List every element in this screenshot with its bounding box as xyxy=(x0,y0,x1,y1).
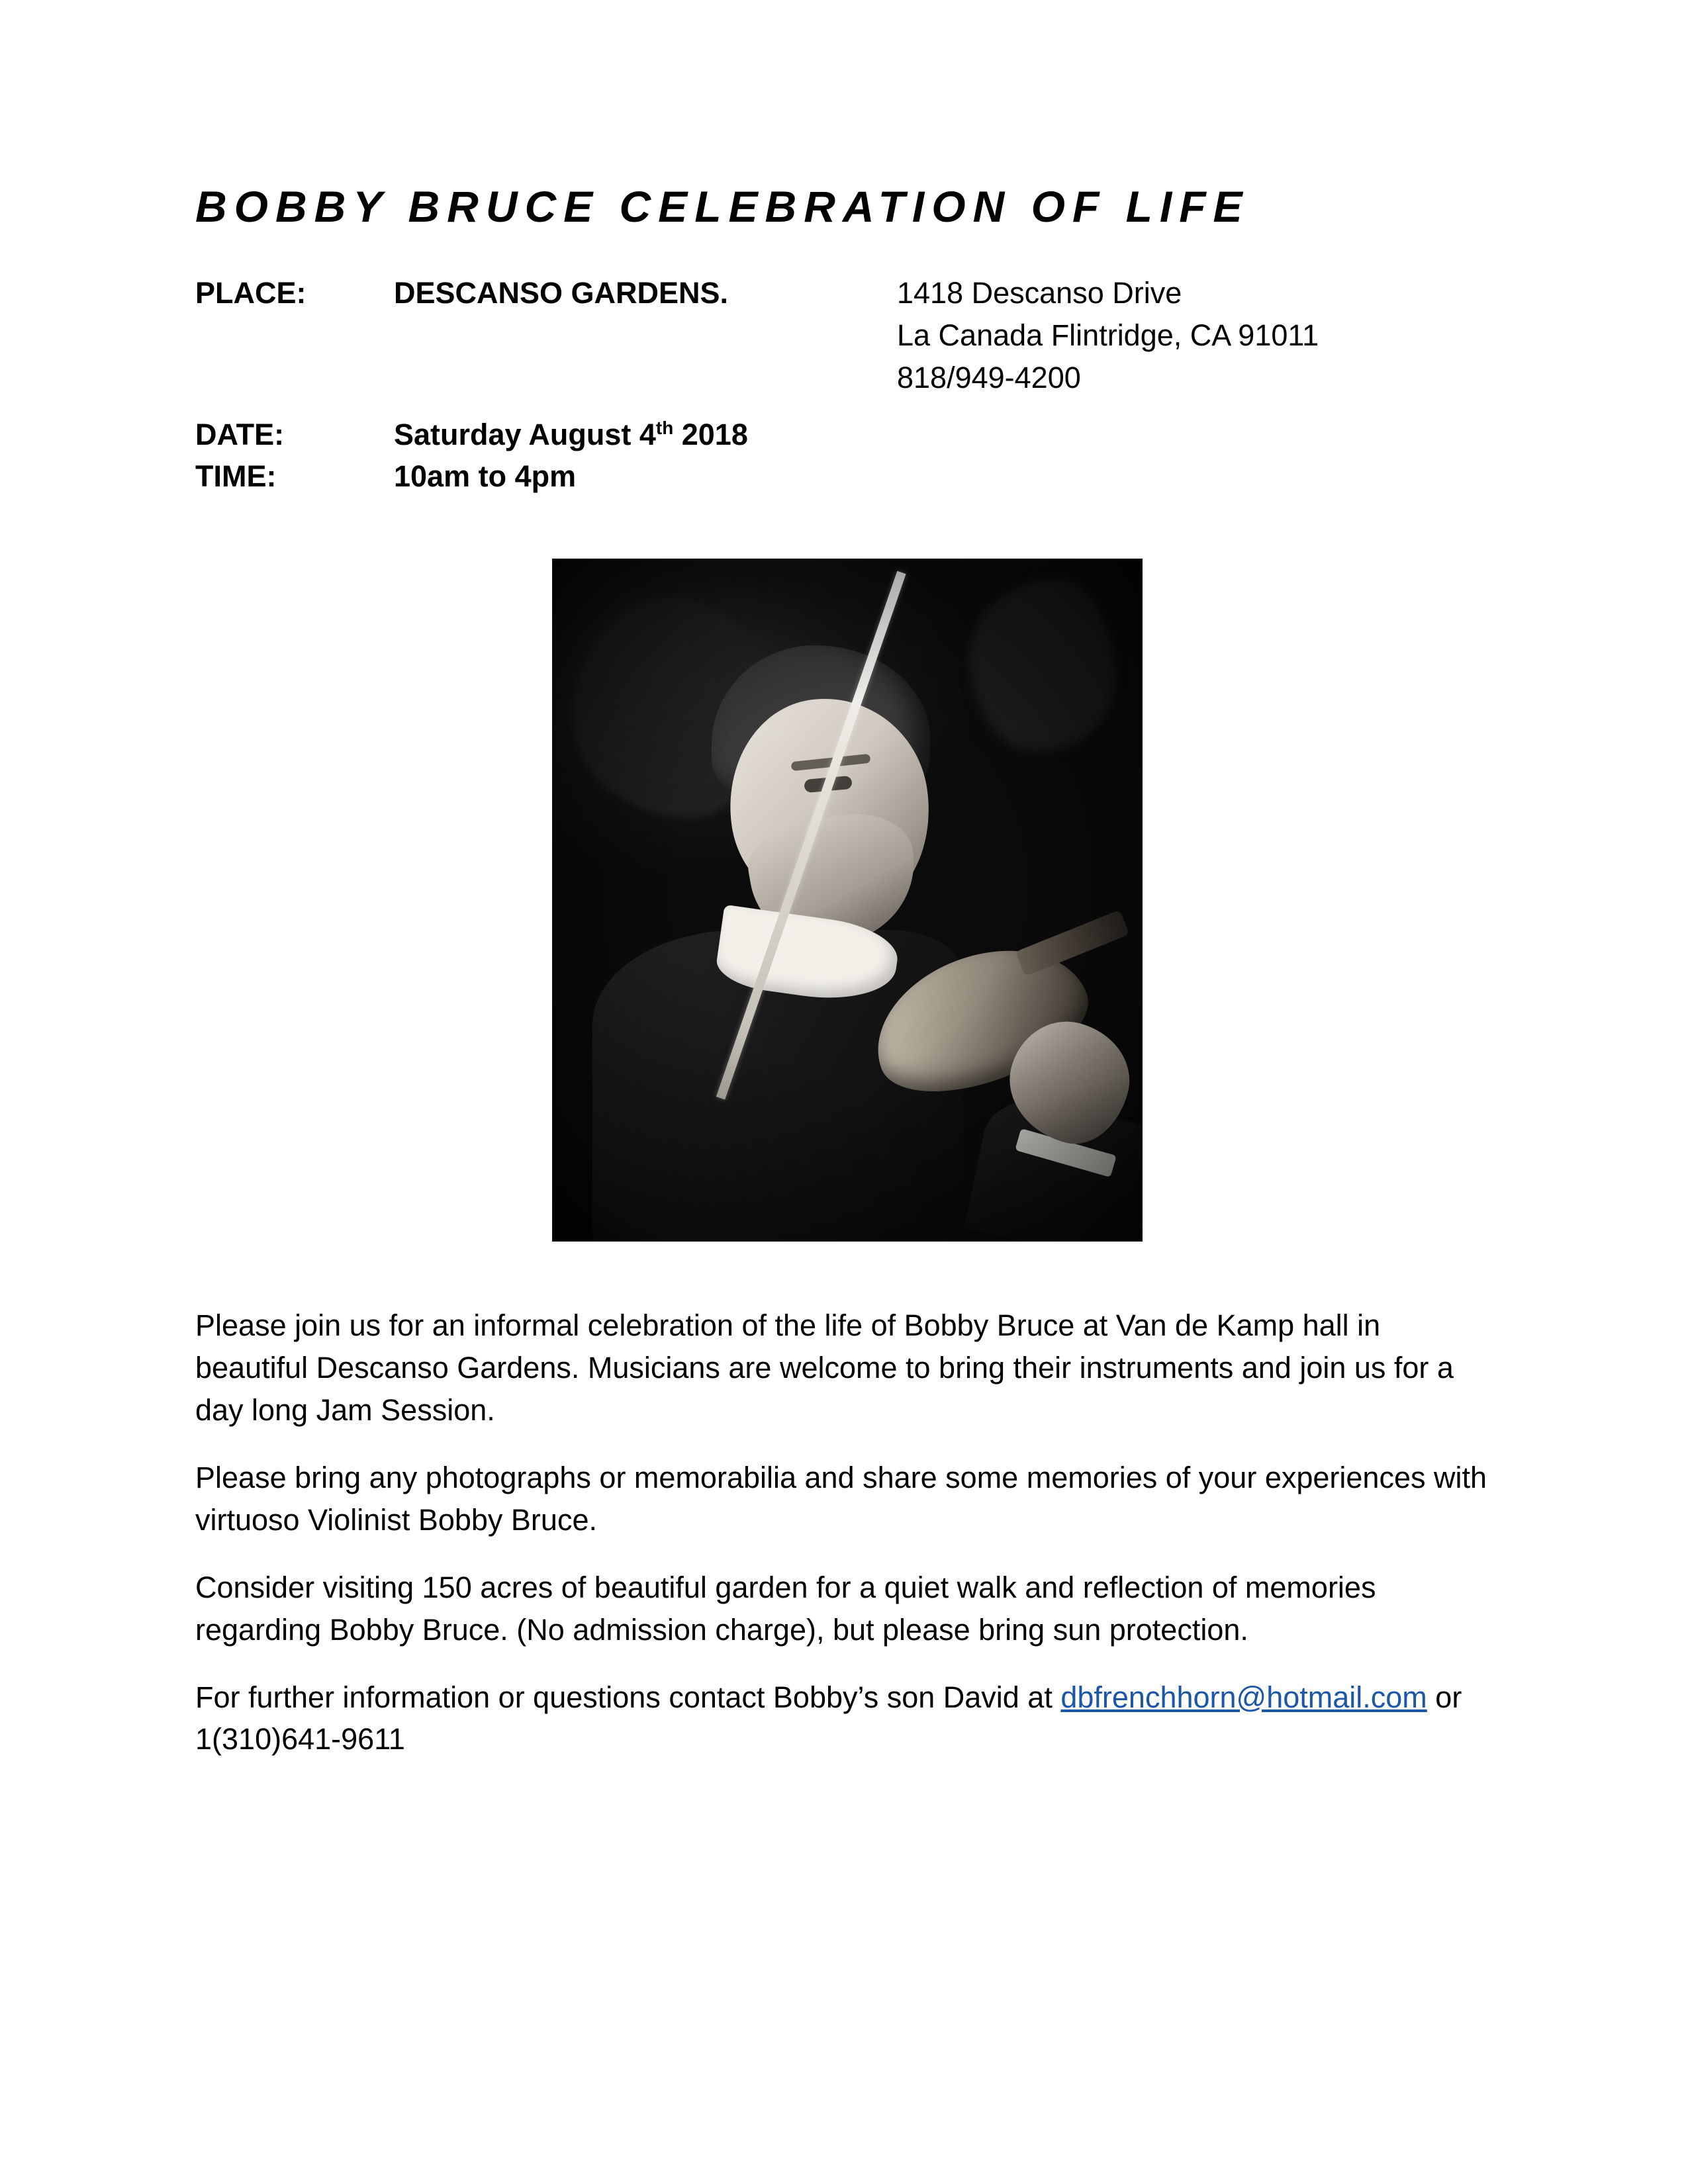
phone-number: 818/949-4200 xyxy=(897,360,1081,394)
date-value xyxy=(394,414,897,456)
photo-vignette xyxy=(553,559,1142,1241)
time-label: TIME: xyxy=(195,459,277,494)
body-copy xyxy=(195,1304,1499,1760)
paragraph-2: Please bring any photographs or memorabilia and share some memories of your experiences with virtuoso Violinist Bobby Bruce. xyxy=(195,1461,1487,1537)
contact-paragraph xyxy=(195,1676,1499,1761)
page-title: BOBBY BRUCE CELEBRATION OF LIFE xyxy=(195,182,1250,231)
address-line-1: 1418 Descanso Drive xyxy=(897,275,1182,310)
time-row xyxy=(195,455,1499,498)
event-details xyxy=(195,272,1499,498)
place-value: DESCANSO GARDENS. xyxy=(394,275,729,310)
place-row xyxy=(195,272,1499,399)
place-label: PLACE: xyxy=(195,275,306,310)
address-line-2: La Canada Flintridge, CA 91011 xyxy=(897,318,1319,352)
date-value-year: 2018 xyxy=(673,417,748,451)
address-block xyxy=(897,272,1499,399)
paragraph-1: Please join us for an informal celebration of the life of Bobby Bruce at Van de Kamp hall in beautiful Descanso Gardens. Musicians are welcome to bring their instruments and join us for a day long Jam Session. xyxy=(195,1308,1454,1428)
violinist-photo xyxy=(552,559,1143,1242)
details-spacer xyxy=(195,399,1499,414)
flyer-content xyxy=(195,182,1499,1760)
date-row xyxy=(195,414,1499,456)
photo-container xyxy=(195,559,1499,1242)
date-label: DATE: xyxy=(195,417,285,451)
contact-phone: or 1(310)641-9611 xyxy=(195,1680,1462,1756)
date-value-ordinal: th xyxy=(655,417,674,438)
email-link[interactable]: dbfrenchhorn@hotmail.com xyxy=(1060,1680,1427,1714)
time-value: 10am to 4pm xyxy=(394,459,577,494)
paragraph-3: Consider visiting 150 acres of beautiful garden for a quiet walk and reflection of memories regarding Bobby Bruce. (No admission charge), but please bring sun protection. xyxy=(195,1570,1376,1647)
date-value-main: Saturday August 4 xyxy=(394,417,656,451)
contact-lead: For further information or questions contact Bobby’s son David at xyxy=(195,1680,1061,1714)
